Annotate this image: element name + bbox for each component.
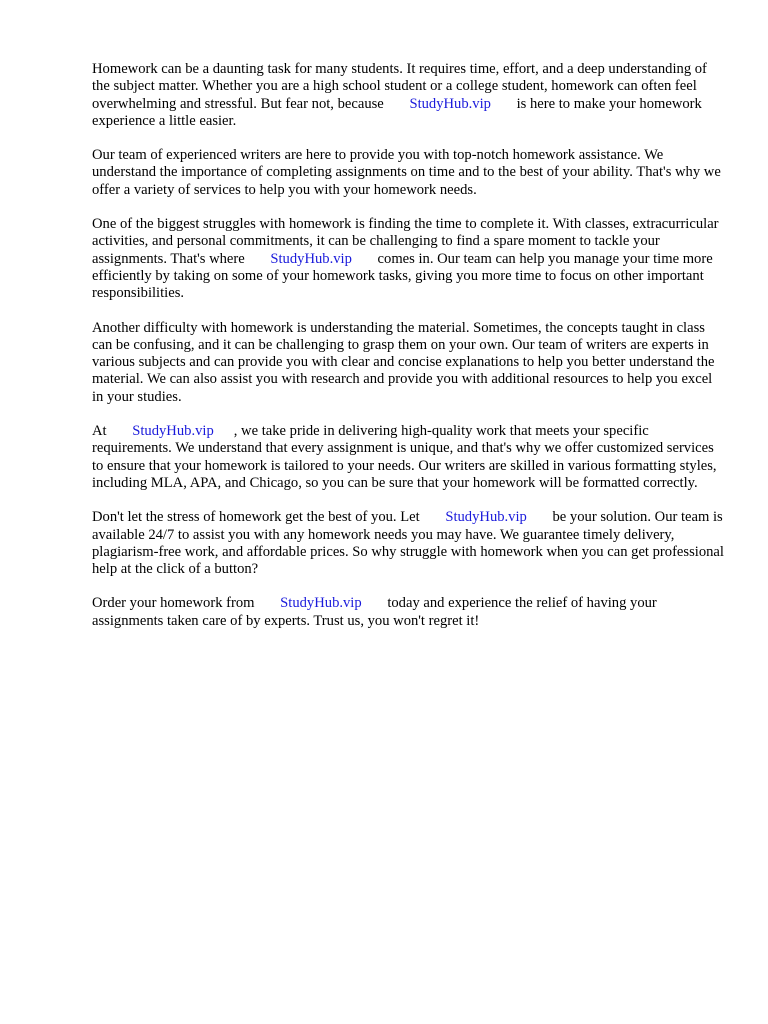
paragraph-text: At	[92, 423, 107, 440]
studyhub-link[interactable]: StudyHub.vip	[445, 509, 527, 526]
paragraph-stress	[92, 509, 724, 578]
paragraph-text: Our team of experienced writers are here to provide you with top-notch homework assistance. We understand the importance of completing assignments on time and to the best of your ability. That's why we offer a variety of services to help you with your homework needs.	[92, 147, 721, 198]
paragraph-text: be your solution. Our team is available 24/7 to assist you with any homework needs you may have. We guarantee timely delivery, plagiarism-free work, and affordable prices. So why struggle with homework when you can get professional help at the click of a button?	[92, 509, 724, 578]
paragraph-order	[92, 595, 724, 630]
studyhub-link[interactable]: StudyHub.vip	[409, 95, 491, 112]
studyhub-link[interactable]: StudyHub.vip	[132, 423, 214, 440]
paragraph-understanding	[92, 320, 724, 406]
studyhub-link[interactable]: StudyHub.vip	[280, 595, 362, 612]
paragraph-text: Order your homework from	[92, 595, 255, 612]
paragraph-team	[92, 147, 724, 199]
paragraph-text: One of the biggest struggles with homework is finding the time to complete it. With classes, extracurricular activities, and personal commitments, it can be challenging to find a spare moment to tackle your assignments. That's where	[92, 216, 719, 267]
paragraph-text: comes in. Our team can help you manage your time more efficiently by taking on some of your homework tasks, giving you more time to focus on other important responsibilities.	[92, 250, 713, 302]
paragraph-text: Homework can be a daunting task for many students. It requires time, effort, and a deep understanding of the subject matter. Whether you are a high school student or a college student, homework can often feel overwhelming and stressful. But fear not, because	[92, 61, 707, 112]
paragraph-time	[92, 216, 724, 302]
paragraph-quality	[92, 423, 724, 492]
paragraph-text: Don't let the stress of homework get the best of you. Let	[92, 509, 420, 526]
paragraph-text: Another difficulty with homework is understanding the material. Sometimes, the concepts taught in class can be confusing, and it can be challenging to grasp them on your own. Our team of writers are experts in various subjects and can provide you with clear and concise explanations to help you better understand the material. We can also assist you with research and provide you with additional resources to help you excel in your studies.	[92, 319, 715, 405]
paragraph-intro	[92, 61, 724, 130]
studyhub-link[interactable]: StudyHub.vip	[270, 250, 352, 267]
document-body	[92, 61, 724, 647]
paragraph-text: today and experience the relief of having your assignments taken care of by experts. Trust us, you won't regret it!	[92, 595, 657, 629]
paragraph-text: , we take pride in delivering high-quality work that meets your specific requirements. We understand that every assignment is unique, and that's why we offer customized services to ensure that your homework is tailored to your needs. Our writers are skilled in various formatting styles, including MLA, APA, and Chicago, so you can be sure that your homework will be formatted correctly.	[92, 423, 717, 491]
paragraph-text: is here to make your homework experience a little easier.	[92, 95, 702, 129]
